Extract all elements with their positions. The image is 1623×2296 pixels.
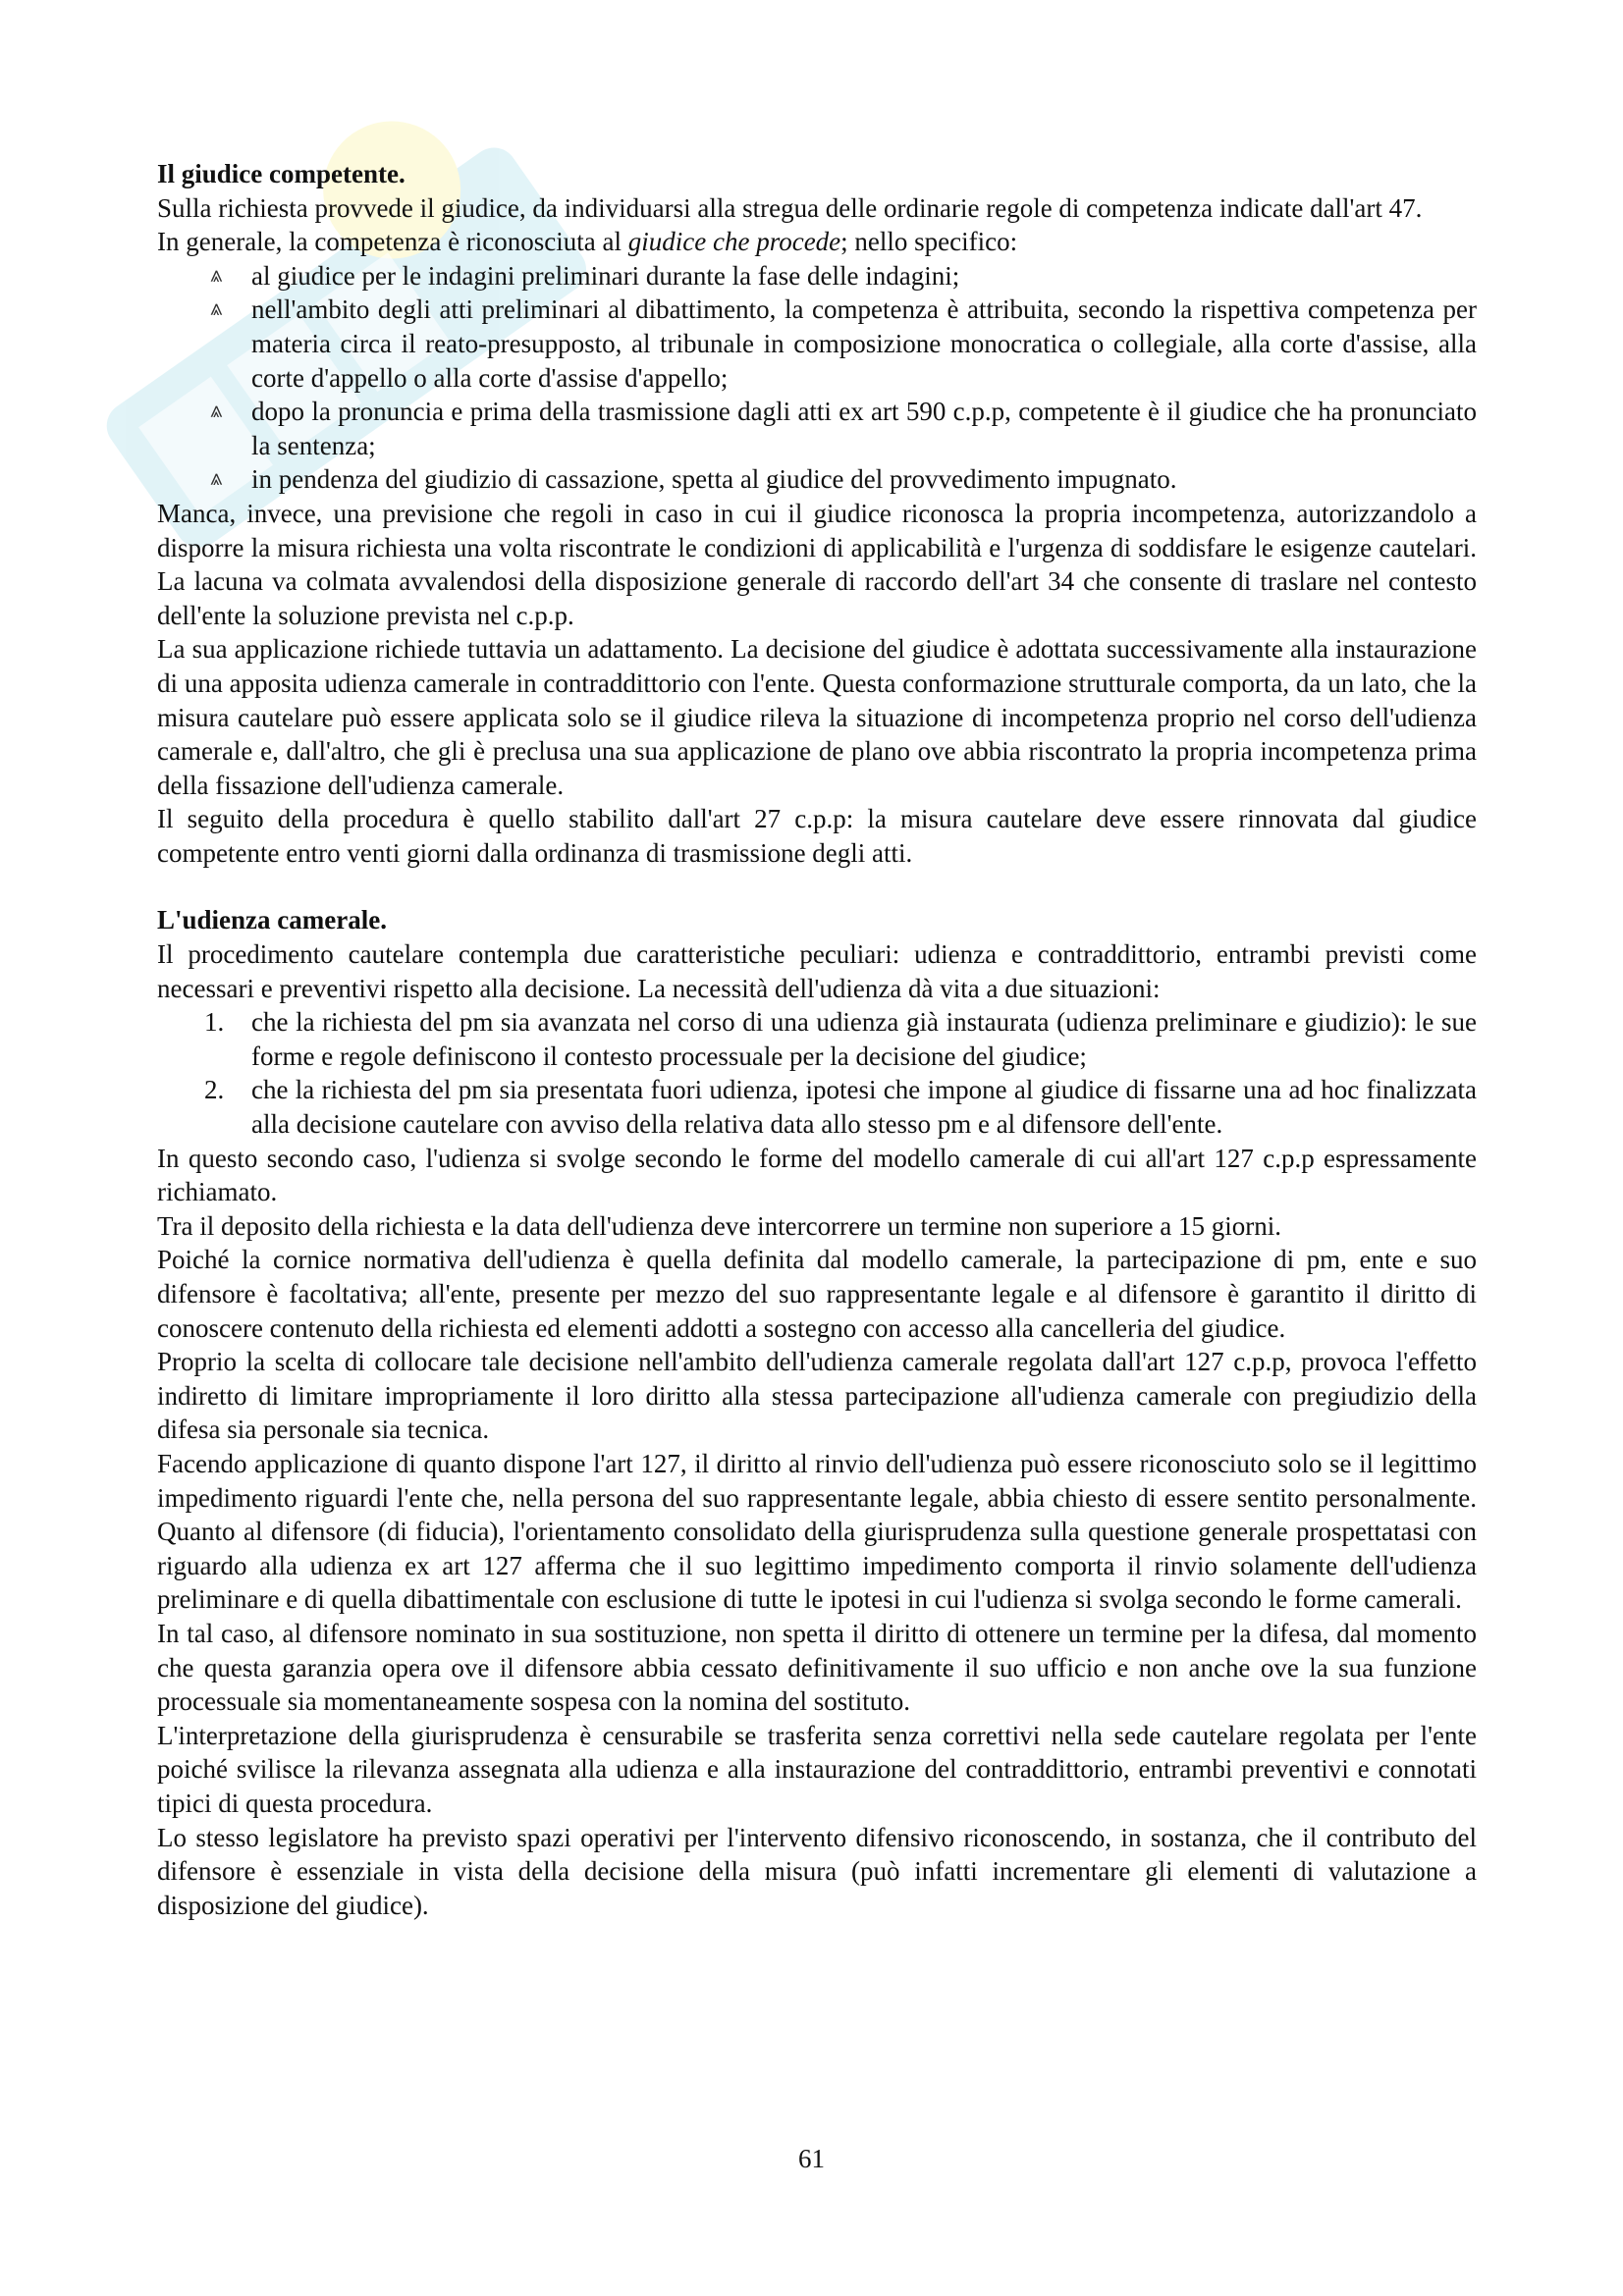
list-item xyxy=(210,293,1477,395)
paragraph: In tal caso, al difensore nominato in sua sostituzione, non spetta il diritto di ottenere un termine per la difesa, dal momento che questa garanzia opera ove il difensore abbia cessato definitivamente il suo ufficio e non anche ove la sua funzione processuale sia momentaneamente sospesa con la nomina del sostituto. xyxy=(157,1618,1477,1717)
page-number: 61 xyxy=(798,2144,825,2173)
numbered-list xyxy=(157,1005,1477,1141)
paragraph: Lo stesso legislatore ha previsto spazi operativi per l'intervento difensivo riconoscendo, in sostanza, che il contributo del difensore è essenziale in vista della decisione della misura (può infatti incrementare gli elementi di valutazione a disposizione del giudice). xyxy=(157,1822,1477,1920)
list-item xyxy=(210,395,1477,462)
document-body xyxy=(157,157,1477,1922)
paragraph: Proprio la scelta di collocare tale decisione nell'ambito dell'udienza camerale regolata dall'art 127 c.p.p, provoca l'effetto indiretto di limitare impropriamente il loro diritto alla stessa partecipazione all'udienza camerale con pregiudizio della difesa sia personale sia tecnica. xyxy=(157,1347,1477,1445)
text-run: ; nello specifico: xyxy=(840,227,1018,257)
list-item xyxy=(204,1005,1477,1073)
list-item-text: che la richiesta del pm sia presentata fuori udienza, ipotesi che impone al giudice di fissarne una ad hoc finalizzata alla decisione cautelare con avviso della relativa data allo stesso pm e al difensore dell'ente. xyxy=(251,1075,1477,1140)
list-item xyxy=(210,259,1477,294)
paragraph: Il procedimento cautelare contempla due caratteristiche peculiari: udienza e contraddittorio, entrambi previsti come necessari e preventivi rispetto alla decisione. La necessità dell'udienza dà vita a due situazioni: xyxy=(157,939,1477,1003)
paragraph: La sua applicazione richiede tuttavia un adattamento. La decisione del giudice è adottata successivamente alla instaurazione di una apposita udienza camerale in contraddittorio con l'ente. Questa conformazione strutturale comporta, da un lato, che la misura cautelare può essere applicata solo se il giudice rileva la situazione di incompetenza proprio nel corso dell'udienza camerale e, dall'altro, che gli è preclusa una sua applicazione de plano ove abbia riscontrato la propria incompetenza prima della fissazione dell'udienza camerale. xyxy=(157,634,1477,800)
bullet-icon: ⩓ xyxy=(210,262,223,288)
list-item-text: dopo la pronuncia e prima della trasmissione dagli atti ex art 590 c.p.p, competente è il giudice che ha pronunciato la sentenza; xyxy=(251,397,1477,460)
paragraph: In questo secondo caso, l'udienza si svolge secondo le forme del modello camerale di cui all'art 127 c.p.p espressamente richiamato. xyxy=(157,1143,1477,1207)
bullet-icon: ⩓ xyxy=(210,399,223,424)
bullet-icon: ⩓ xyxy=(210,296,223,322)
paragraph: Facendo applicazione di quanto dispone l'art 127, il diritto al rinvio dell'udienza può essere riconosciuto solo se il legittimo impedimento riguardi l'ente che, nella persona del suo rappresentante legale, abbia chiesto di essere sentito personalmente. Quanto al difensore (di fiducia), l'orientamento consolidato della giurisprudenza sulla questione generale prospettatasi con riguardo alla udienza ex art 127 afferma che il suo legittimo impedimento comporta il rinvio solamente dell'udienza preliminare e di quella dibattimentale con esclusione di tutte le ipotesi in cui l'udienza si svolga secondo le forme camerali. xyxy=(157,1448,1477,1615)
list-item-text: al giudice per le indagini preliminari durante la fase delle indagini; xyxy=(251,260,960,291)
list-number: 2. xyxy=(204,1075,225,1105)
list-item-text: nell'ambito degli atti preliminari al dibattimento, la competenza è attribuita, secondo la rispettiva competenza per materia circa il reato-presupposto, al tribunale in composizione monocratica o collegiale, alla corte d'assise, alla corte d'appello o alla corte d'assise d'appello; xyxy=(251,294,1477,393)
paragraph: Manca, invece, una previsione che regoli in caso in cui il giudice riconosca la propria incompetenza, autorizzandolo a disporre la misura richiesta una volta riscontrate le condizioni di applicabilità e l'urgenza di soddisfare le esigenze cautelari. La lacuna va colmata avvalendosi della disposizione generale di raccordo dell'art 34 che consente di traslare nel contesto dell'ente la soluzione prevista nel c.p.p. xyxy=(157,498,1477,630)
list-item xyxy=(210,462,1477,497)
paragraph: L'interpretazione della giurisprudenza è censurabile se trasferita senza correttivi nella sede cautelare regolata per l'ente poiché svilisce la rilevanza assegnata alla udienza e alla instaurazione del contraddittorio, entrambi preventivi e connotati tipici di questa procedura. xyxy=(157,1720,1477,1818)
bullet-list xyxy=(157,259,1477,497)
paragraph: Poiché la cornice normativa dell'udienza è quella definita dal modello camerale, la partecipazione di pm, ente e suo difensore è facoltativa; all'ente, presente per mezzo del suo rappresentante legale e al difensore è garantito il diritto di conoscere contenuto della richiesta ed elementi addotti a sostegno con accesso alla cancelleria del giudice. xyxy=(157,1245,1477,1343)
text-run: In generale, la competenza è riconosciuta al xyxy=(157,227,628,257)
section-heading-udienza-camerale: L'udienza camerale. xyxy=(157,905,387,935)
section-spacer xyxy=(157,870,1477,903)
list-number: 1. xyxy=(204,1007,225,1038)
emphasis-text: giudice che procede xyxy=(627,227,841,257)
paragraph: Tra il deposito della richiesta e la data dell'udienza deve intercorrere un termine non superiore a 15 giorni. xyxy=(157,1210,1281,1241)
section-heading-giudice-competente: Il giudice competente. xyxy=(157,159,406,188)
bullet-icon: ⩓ xyxy=(210,466,223,492)
paragraph: Sulla richiesta provvede il giudice, da individuarsi alla stregua delle ordinarie regole di competenza indicate dall'art 47. xyxy=(157,192,1423,223)
list-item xyxy=(204,1073,1477,1141)
paragraph-intro xyxy=(157,225,1477,259)
list-item-text: che la richiesta del pm sia avanzata nel corso di una udienza già instaurata (udienza preliminare e giudizio): le sue forme e regole definiscono il contesto processuale per la decisione del giudice; xyxy=(251,1007,1477,1071)
list-item-text: in pendenza del giudizio di cassazione, spetta al giudice del provvedimento impugnato. xyxy=(251,464,1177,495)
paragraph: Il seguito della procedura è quello stabilito dall'art 27 c.p.p: la misura cautelare deve essere rinnovata dal giudice competente entro venti giorni dalla ordinanza di trasmissione degli atti. xyxy=(157,804,1477,868)
